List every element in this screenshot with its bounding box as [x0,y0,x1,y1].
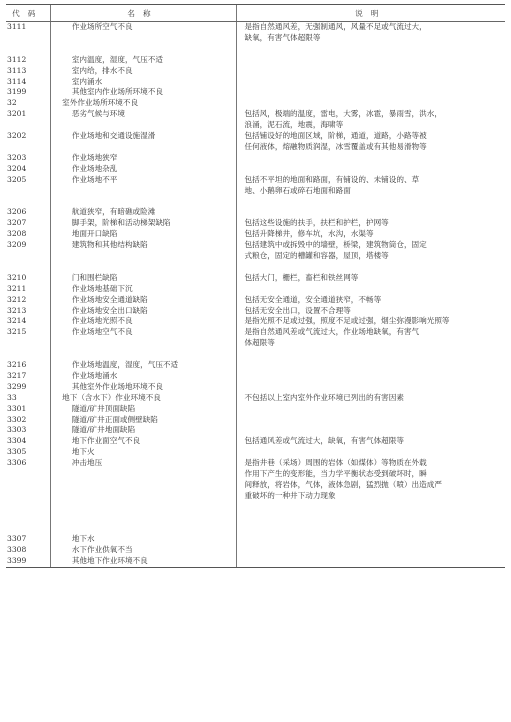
row-code: 3204 [7,163,27,173]
table-row [6,284,505,295]
row-name: 作业场地光照不良 [50,316,236,327]
row-description: 包括建筑中或拆毁中的墙壁，桥梁，建筑物筒仓，固定 式粮仓，固定的槽罐和容器，屋顶，塔楼等 [236,240,505,262]
row-name [50,513,236,524]
row-description: 包括这些设施的扶手，扶栏和护栏，护网等 [236,218,505,229]
row-name: 建筑物和其他结构缺陷 [50,240,236,262]
table-row [6,425,505,436]
row-code: 3301 [7,403,27,413]
name-column-header: 名称 [50,5,236,22]
row-code: 3112 [7,54,27,64]
row-name: 地下作业面空气不良 [50,436,236,447]
row-name: 地下火 [50,447,236,458]
row-description [236,513,505,524]
row-name: 隧道/矿井顶面缺陷 [50,404,236,415]
table-header [6,5,505,22]
row-name: 地面开口缺陷 [50,229,236,240]
row-name: 作业场地不平 [50,175,236,197]
table-row [6,513,505,524]
table-row [6,66,505,77]
row-name: 作业场地和交通设施湿滑 [50,131,236,153]
table-row [6,22,505,44]
row-name: 室内涌水 [50,77,236,88]
row-description [236,404,505,415]
row-name: 水下作业供氧不当 [50,545,236,556]
table-row [6,175,505,197]
row-code: 3399 [6,556,50,567]
row-description: 包括无安全出口，设置不合理等 [236,306,505,317]
row-description [236,556,505,567]
table-row [6,164,505,175]
table-row [6,273,505,284]
row-code: 3214 [7,316,27,326]
row-code [6,349,50,360]
row-code: 3199 [7,87,27,97]
table-row [6,534,505,545]
row-description [236,77,505,88]
row-name: 地下（含水下）作业环境不良 [50,393,236,404]
row-description: 是指自然通风差或气流过大，作业场地缺氧，有害气 体超限等 [236,327,505,349]
table-row [6,545,505,556]
row-name: 室内给，排水不良 [50,66,236,77]
row-description [236,349,505,360]
row-description: 包括大门，栅栏，畜栏和铁丝网等 [236,273,505,284]
code-column-header: 代码 [6,5,50,22]
table-row [6,316,505,327]
row-name: 脚手架，阶梯和活动梯架缺陷 [50,218,236,229]
row-code: 3113 [7,65,27,75]
row-description [236,98,505,109]
row-code: 3205 [7,174,27,184]
row-description [236,196,505,207]
row-description: 包括升降梯井，修车坑，水沟，水渠等 [236,229,505,240]
row-description [236,153,505,164]
row-code [6,513,50,524]
row-description [236,545,505,556]
row-name: 作业场地杂乱 [50,164,236,175]
table-row [6,55,505,66]
row-code: 3217 [7,370,27,380]
row-code [6,502,50,513]
table-row [6,262,505,273]
row-name: 地下水 [50,534,236,545]
row-name: 作业场地涌水 [50,371,236,382]
table-row [6,436,505,447]
table-row [6,327,505,349]
row-name: 恶劣气候与环境 [50,109,236,131]
table-row [6,447,505,458]
row-name: 作业场地安全通道缺陷 [50,295,236,306]
row-description [236,55,505,66]
row-description [236,447,505,458]
table-row [6,229,505,240]
row-name [50,349,236,360]
row-name: 作业场所空气不良 [50,22,236,44]
row-description [236,87,505,98]
table-row [6,218,505,229]
table-row [6,404,505,415]
row-code: 3212 [7,294,27,304]
table-row [6,77,505,88]
row-name: 其他地下作业环境不良 [50,556,236,567]
row-code: 3210 [7,272,27,282]
row-name: 冲击地压 [50,458,236,502]
row-name: 作业场地空气不良 [50,327,236,349]
row-code: 3201 [7,109,27,119]
row-description [236,360,505,371]
row-description: 包括铺设好的地面区域，阶梯，通道，道路，小路等被 任何液体，熔融物质润湿，冰雪覆盖或有其他易滑物等 [236,131,505,153]
row-description [236,284,505,295]
row-code: 3202 [7,131,27,141]
row-code: 3306 [7,458,27,468]
row-code: 3305 [7,447,27,457]
row-code [6,44,50,55]
row-description [236,382,505,393]
table-row [6,371,505,382]
row-code: 3211 [7,283,27,293]
row-name: 门和围栏缺陷 [50,273,236,284]
row-description: 是指自然通风差，无强制通风，风量不足或气流过大， 缺氧，有害气体超限等 [236,22,505,44]
row-code [6,262,50,273]
row-name: 作业场地温度，湿度，气压不适 [50,360,236,371]
row-description [236,66,505,77]
row-name: 航道狭窄，有暗礁或险滩 [50,207,236,218]
row-code [6,196,50,207]
table-row [6,153,505,164]
row-name: 隧道/矿井正面或侧壁缺陷 [50,415,236,426]
row-description [236,502,505,513]
row-name: 隧道/矿井地面缺陷 [50,425,236,436]
row-name: 室外作业场所环境不良 [50,98,236,109]
row-code: 3216 [7,360,27,370]
row-description [236,415,505,426]
row-code: 3213 [7,305,27,315]
row-code: 3304 [7,436,27,446]
row-code: 3208 [7,229,27,239]
table-row [6,207,505,218]
row-code: 3215 [7,327,27,337]
row-description: 包括不平坦的地面和路面，有铺设的、未铺设的、草 地、小鹅卵石或碎石地面和路面 [236,175,505,197]
table-row [6,109,505,131]
table-row [6,556,505,567]
table-row [6,44,505,55]
row-code: 3209 [7,240,27,250]
table-row [6,306,505,317]
table-row [6,131,505,153]
row-code: 3206 [7,207,27,217]
row-name: 作业场地基础下沉 [50,284,236,295]
row-code: 32 [7,98,17,108]
row-description [236,425,505,436]
row-code: 3303 [7,425,27,435]
row-code: 3207 [7,218,27,228]
row-code: 3203 [7,152,27,162]
row-description: 是指光照不足或过强，照度不足或过强，烟尘弥漫影响光照等 [236,316,505,327]
row-name [50,262,236,273]
row-description: 包括无安全通道，安全通道狭窄，不畅等 [236,295,505,306]
table-row [6,196,505,207]
row-description [236,164,505,175]
row-code [6,524,50,535]
table-body [6,22,505,568]
row-code: 3299 [7,381,27,391]
description-column-header: 说明 [236,5,505,22]
row-description [236,44,505,55]
row-description: 不包括以上室内室外作业环境已列出的有害因素 [236,393,505,404]
table-row [6,87,505,98]
table-row [6,349,505,360]
row-code: 33 [7,392,17,402]
table-row [6,240,505,262]
row-description: 包括通风差或气流过大，缺氧，有害气体超限等 [236,436,505,447]
row-description [236,534,505,545]
table-row [6,295,505,306]
row-code: 3302 [7,414,27,424]
row-name [50,196,236,207]
row-description: 包括风，极端的温度，雷电，大雾，冰雹，暴雨雪，洪水， 浪涌，泥石流，地震，海啸等 [236,109,505,131]
hazard-code-table [6,4,505,568]
row-description [236,207,505,218]
table-row [6,524,505,535]
row-name: 室内温度，湿度，气压不适 [50,55,236,66]
row-name: 其他室内作业场所环境不良 [50,87,236,98]
row-name [50,524,236,535]
row-description [236,371,505,382]
table-row [6,458,505,502]
table-row [6,415,505,426]
table-row [6,98,505,109]
table-row [6,360,505,371]
table-row [6,393,505,404]
row-code: 3308 [7,545,27,555]
row-description: 是指井巷（采场）周围的岩体（如煤体）等物质在外载 作用下产生的变形能，当力学平衡状态受到破坏时，瞬 间释放，将岩体，气体，液体急剧，猛烈抛（喷）出造成严 重破坏的一种井下动力现象 [236,458,505,502]
row-name: 其他室外作业场地环境不良 [50,382,236,393]
row-name [50,502,236,513]
table-row [6,502,505,513]
row-name: 作业场地狭窄 [50,153,236,164]
row-code: 3114 [7,76,27,86]
row-description [236,262,505,273]
row-code: 3111 [7,22,27,31]
row-name [50,44,236,55]
row-description [236,524,505,535]
row-code: 3307 [7,534,27,544]
table-row [6,382,505,393]
row-name: 作业场地安全出口缺陷 [50,306,236,317]
